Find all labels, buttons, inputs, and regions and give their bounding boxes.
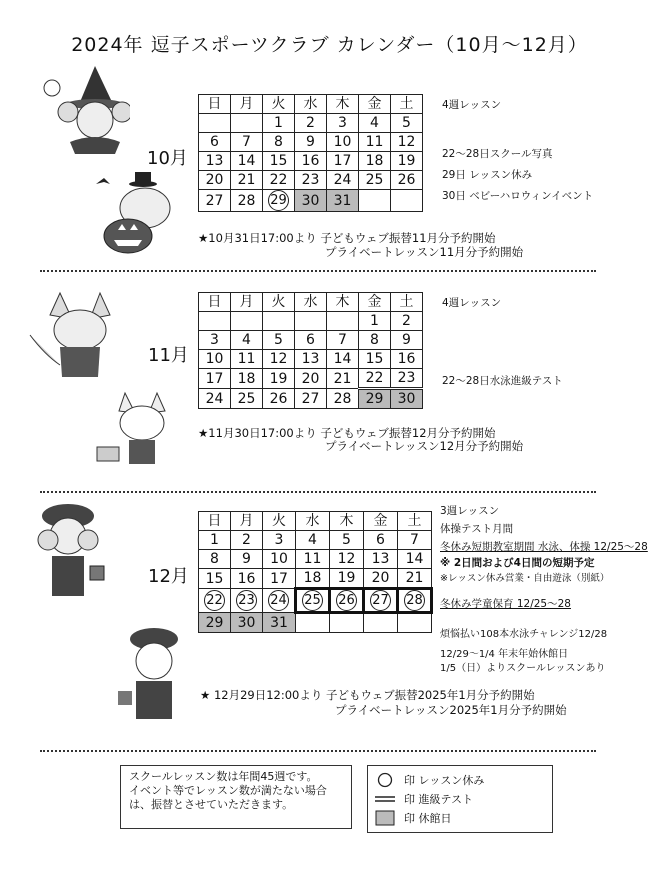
day-number: 5 (402, 115, 411, 131)
day-cell (391, 350, 423, 369)
day-number: 7 (338, 332, 347, 348)
day-cell (359, 389, 391, 409)
day-cell (231, 152, 263, 171)
day-number: 30 (237, 614, 256, 631)
note: 12/29〜1/4 年末年始休館日 (440, 649, 569, 660)
day-cell (199, 331, 231, 350)
calendar-december (198, 511, 433, 633)
day-number: 8 (210, 551, 219, 567)
day-cell (199, 114, 231, 133)
announcement: プライベートレッスン2025年1月分予約開始 (335, 703, 567, 717)
day-cell (327, 152, 359, 171)
legend-box (367, 765, 553, 833)
day-number: 5 (274, 332, 283, 348)
day-cell (359, 331, 391, 350)
day-number: 24 (268, 590, 289, 611)
day-cell (391, 331, 423, 350)
weekday-header: 火 (263, 95, 295, 114)
weekday-header: 木 (330, 512, 364, 531)
day-cell (296, 531, 330, 550)
day-number: 11 (303, 551, 322, 567)
day-cell (295, 331, 327, 350)
divider (40, 750, 596, 752)
day-number: 16 (397, 351, 416, 367)
day-number: 20 (205, 172, 224, 188)
weekday-header: 日 (199, 95, 231, 114)
day-number: 21 (237, 172, 256, 188)
day-cell (263, 613, 296, 633)
weekday-header: 木 (327, 293, 359, 312)
day-number: 18 (365, 153, 384, 169)
note: ※レッスン休み営業・自由遊泳（別紙） (440, 573, 610, 584)
day-cell (330, 531, 364, 550)
info-line: スクールレッスン数は年間45週です。 (129, 770, 318, 783)
day-number: 27 (301, 390, 320, 407)
day-number: 2 (402, 313, 411, 329)
day-number: 14 (333, 351, 352, 367)
pumpkin-dog-illustration (90, 170, 185, 255)
day-number: 2 (242, 532, 251, 548)
day-cell (327, 133, 359, 152)
month-label-december: 12月 (148, 566, 189, 587)
note: ※ 2日間および4日間の短期予定 (440, 557, 595, 569)
day-cell (199, 531, 231, 550)
day-number: 4 (242, 332, 251, 348)
day-cell (199, 190, 231, 212)
day-number: 11 (365, 134, 384, 150)
day-number: 20 (371, 570, 390, 586)
day-cell (263, 331, 295, 350)
weekday-header-row (199, 293, 423, 312)
day-cell (199, 171, 231, 190)
day-number: 8 (370, 332, 379, 348)
day-cell (391, 190, 423, 212)
day-cell (364, 550, 398, 569)
day-cell (398, 550, 432, 569)
day-number: 30 (301, 192, 320, 209)
day-cell (330, 569, 364, 589)
day-cell (263, 389, 295, 409)
info-line: は、振替とさせていただきます。 (129, 798, 294, 811)
day-cell (398, 569, 432, 589)
day-cell (330, 550, 364, 569)
witch-mouse-illustration (40, 62, 130, 157)
day-number: 17 (205, 370, 224, 387)
legend-text: 印 レッスン休み (404, 773, 485, 787)
weekday-header: 水 (295, 293, 327, 312)
day-number: 14 (237, 153, 256, 169)
day-cell (295, 312, 327, 331)
day-number: 12 (337, 551, 356, 567)
divider (40, 491, 596, 493)
day-number: 6 (210, 134, 219, 150)
day-number: 16 (237, 570, 256, 587)
day-number: 6 (376, 532, 385, 548)
day-cell (327, 389, 359, 409)
week-row (199, 114, 423, 133)
day-cell (263, 171, 295, 190)
day-number: 17 (270, 570, 288, 587)
weekday-header: 月 (231, 293, 263, 312)
day-number: 1 (210, 532, 219, 548)
legend-row (374, 789, 546, 808)
day-cell (263, 550, 296, 569)
calendar-october (198, 94, 423, 212)
day-number: 15 (365, 351, 384, 367)
day-cell (231, 569, 263, 589)
double-line-icon (374, 794, 396, 804)
weekday-header: 水 (296, 512, 330, 531)
weekday-header: 火 (263, 293, 295, 312)
santa-boy-illustration (110, 625, 195, 730)
day-number: 19 (397, 153, 416, 169)
weekday-header-row (199, 95, 423, 114)
day-cell (327, 369, 359, 389)
week-row (199, 550, 432, 569)
day-cell (359, 114, 391, 133)
day-number: 25 (302, 590, 323, 611)
week-row (199, 531, 432, 550)
weekday-header: 金 (364, 512, 398, 531)
day-number: 16 (301, 153, 320, 169)
week-row (199, 569, 432, 589)
day-cell (231, 171, 263, 190)
week-row (199, 171, 423, 190)
week-row (199, 369, 423, 389)
weekday-header-row (199, 512, 432, 531)
day-number: 26 (397, 172, 416, 188)
announcement: プライベートレッスン11月分予約開始 (325, 245, 524, 259)
day-number: 3 (338, 115, 347, 131)
note: 冬休み学童保育 12/25〜28 (440, 598, 571, 610)
gray-box-icon (374, 810, 396, 826)
day-cell (295, 114, 327, 133)
day-cell (398, 589, 432, 613)
day-number: 10 (205, 351, 224, 367)
day-cell (199, 152, 231, 171)
day-cell (295, 369, 327, 389)
day-cell (263, 350, 295, 369)
day-number: 7 (242, 134, 251, 150)
day-cell (398, 531, 432, 550)
day-number: 29 (205, 614, 224, 631)
day-cell (263, 133, 295, 152)
day-number: 10 (333, 134, 352, 150)
circle-icon (374, 772, 396, 788)
day-number: 12 (269, 351, 288, 367)
legend-row (374, 770, 546, 789)
day-cell (199, 389, 231, 409)
day-number: 14 (405, 551, 424, 567)
note: 体操テスト月間 (440, 523, 514, 535)
week-row (199, 389, 423, 409)
week-row (199, 350, 423, 369)
day-cell (263, 569, 296, 589)
day-cell (199, 312, 231, 331)
note: 22〜28日スクール写真 (442, 148, 553, 160)
announcement: ★10月31日17:00より 子どもウェブ振替11月分予約開始 (198, 231, 496, 245)
weekday-header: 日 (199, 293, 231, 312)
day-cell (295, 152, 327, 171)
day-number: 9 (242, 551, 251, 567)
day-cell (359, 350, 391, 369)
day-number: 19 (337, 570, 356, 586)
day-cell (391, 114, 423, 133)
month-label-november: 11月 (148, 345, 189, 366)
note: 冬休み短期教室期間 水泳、体操 12/25〜28 (440, 541, 648, 553)
day-cell (327, 114, 359, 133)
weekday-header: 木 (327, 95, 359, 114)
day-cell (263, 152, 295, 171)
day-number: 1 (274, 115, 283, 131)
note: 22〜28日水泳進級テスト (442, 375, 563, 387)
day-number: 12 (397, 134, 416, 150)
day-number: 26 (336, 590, 357, 611)
day-number: 3 (210, 332, 219, 348)
note: 29日 レッスン休み (442, 169, 533, 181)
day-cell (398, 613, 432, 633)
day-number: 22 (269, 172, 288, 188)
day-number: 15 (205, 570, 224, 587)
day-number: 28 (404, 590, 425, 611)
note: 30日 ベビーハロウィンイベント (442, 190, 594, 202)
day-number: 18 (237, 370, 256, 387)
weekday-header: 土 (391, 293, 423, 312)
note: 1/5（日）よりスクールレッスンあり (440, 663, 606, 674)
day-number: 25 (365, 172, 384, 188)
day-cell (295, 133, 327, 152)
day-cell (199, 569, 231, 589)
day-cell (391, 312, 423, 331)
divider (40, 270, 596, 272)
fox-illustration (20, 285, 120, 385)
day-number: 6 (306, 332, 315, 348)
day-cell (327, 190, 359, 212)
week-row (199, 190, 423, 212)
day-number: 18 (303, 570, 322, 586)
day-number: 9 (306, 134, 315, 150)
day-number: 19 (269, 370, 288, 387)
info-box (120, 765, 352, 829)
weekday-header: 日 (199, 512, 231, 531)
day-number: 23 (236, 590, 257, 611)
day-cell (199, 613, 231, 633)
announcement: プライベートレッスン12月分予約開始 (325, 439, 524, 453)
day-number: 17 (333, 153, 352, 169)
day-cell (327, 312, 359, 331)
day-cell (364, 569, 398, 589)
day-number: 21 (333, 370, 352, 387)
day-number: 8 (274, 134, 283, 150)
day-cell (359, 171, 391, 190)
day-number: 24 (333, 172, 352, 188)
day-cell (231, 550, 263, 569)
day-cell (359, 133, 391, 152)
day-number: 20 (301, 370, 320, 387)
announcement: ★11月30日17:00より 子どもウェブ振替12月分予約開始 (198, 426, 496, 440)
day-number: 4 (370, 115, 379, 131)
day-cell (295, 389, 327, 409)
day-cell (391, 369, 423, 389)
day-cell (231, 114, 263, 133)
page-title: 2024年 逗子スポーツクラブ カレンダー（10月〜12月） (71, 34, 588, 56)
week-row (199, 331, 423, 350)
day-cell (231, 133, 263, 152)
note: 煩悩払い108本水泳チャレンジ12/28 (440, 629, 608, 640)
day-number: 21 (405, 570, 424, 586)
day-cell (391, 133, 423, 152)
day-number: 5 (342, 532, 351, 548)
day-cell (359, 152, 391, 171)
day-cell (295, 171, 327, 190)
day-cell (263, 531, 296, 550)
legend-text: 印 休館日 (404, 811, 452, 825)
day-cell (295, 190, 327, 212)
day-cell (364, 613, 398, 633)
day-cell (359, 312, 391, 331)
day-cell (364, 589, 398, 613)
day-cell (231, 190, 263, 212)
day-cell (263, 589, 296, 613)
day-cell (263, 312, 295, 331)
day-cell (231, 389, 263, 409)
month-label-october: 10月 (147, 148, 188, 169)
day-cell (199, 133, 231, 152)
note: 4週レッスン (442, 297, 502, 309)
day-cell (231, 312, 263, 331)
day-cell (199, 369, 231, 389)
day-cell (330, 589, 364, 613)
day-cell (263, 369, 295, 389)
day-cell (359, 369, 391, 389)
day-number: 9 (402, 332, 411, 348)
note: 4週レッスン (442, 99, 502, 111)
weekday-header: 火 (263, 512, 296, 531)
day-number: 13 (205, 153, 224, 169)
day-number: 27 (370, 590, 391, 611)
day-number: 31 (333, 192, 352, 209)
day-cell (231, 613, 263, 633)
day-cell (231, 331, 263, 350)
day-number: 10 (270, 551, 288, 567)
week-row (199, 589, 432, 613)
info-line: イベント等でレッスン数が満たない場合 (129, 784, 327, 797)
day-number: 24 (205, 390, 224, 407)
day-number: 11 (237, 351, 256, 367)
day-cell (391, 389, 423, 409)
day-cell (231, 589, 263, 613)
week-row (199, 613, 432, 633)
day-number: 27 (205, 192, 224, 209)
day-number: 23 (397, 370, 416, 386)
day-cell (199, 589, 231, 613)
weekday-header: 月 (231, 512, 263, 531)
day-cell (199, 350, 231, 369)
week-row (199, 133, 423, 152)
day-number: 29 (268, 190, 289, 211)
day-number: 25 (237, 390, 256, 407)
day-cell (330, 613, 364, 633)
day-cell (296, 589, 330, 613)
day-number: 22 (204, 590, 225, 611)
day-cell (231, 369, 263, 389)
weekday-header: 月 (231, 95, 263, 114)
week-row (199, 152, 423, 171)
day-cell (327, 350, 359, 369)
day-number: 28 (333, 390, 352, 407)
day-number: 13 (371, 551, 390, 567)
day-number: 22 (365, 370, 384, 386)
week-row (199, 312, 423, 331)
day-cell (263, 114, 295, 133)
weekday-header: 金 (359, 293, 391, 312)
day-number: 15 (269, 153, 288, 169)
day-cell (231, 531, 263, 550)
day-cell (327, 171, 359, 190)
day-cell (231, 350, 263, 369)
day-cell (199, 550, 231, 569)
weekday-header: 土 (391, 95, 423, 114)
legend-row (374, 808, 546, 827)
day-number: 4 (308, 532, 317, 548)
announcement: ★ 12月29日12:00より 子どもウェブ振替2025年1月分予約開始 (200, 688, 535, 702)
day-number: 28 (237, 192, 256, 209)
day-cell (296, 550, 330, 569)
cat-illustration (95, 385, 185, 470)
day-number: 13 (301, 351, 320, 367)
weekday-header: 水 (295, 95, 327, 114)
weekday-header: 土 (398, 512, 432, 531)
weekday-header: 金 (359, 95, 391, 114)
day-number: 2 (306, 115, 315, 131)
day-cell (327, 331, 359, 350)
day-cell (296, 569, 330, 589)
day-cell (296, 613, 330, 633)
day-number: 31 (270, 614, 288, 631)
day-number: 1 (370, 313, 379, 329)
legend-text: 印 進級テスト (404, 792, 474, 806)
day-number: 26 (269, 390, 288, 407)
calendar-november (198, 292, 423, 409)
day-cell (359, 190, 391, 212)
day-number: 23 (301, 172, 320, 188)
day-number: 30 (397, 391, 416, 407)
day-cell (263, 190, 295, 212)
day-cell (295, 350, 327, 369)
note: 3週レッスン (440, 505, 500, 517)
day-cell (391, 152, 423, 171)
day-number: 3 (274, 532, 284, 548)
day-number: 29 (365, 391, 384, 407)
day-cell (391, 171, 423, 190)
day-number: 7 (410, 532, 419, 548)
day-cell (364, 531, 398, 550)
santa-dog-illustration (30, 500, 110, 615)
